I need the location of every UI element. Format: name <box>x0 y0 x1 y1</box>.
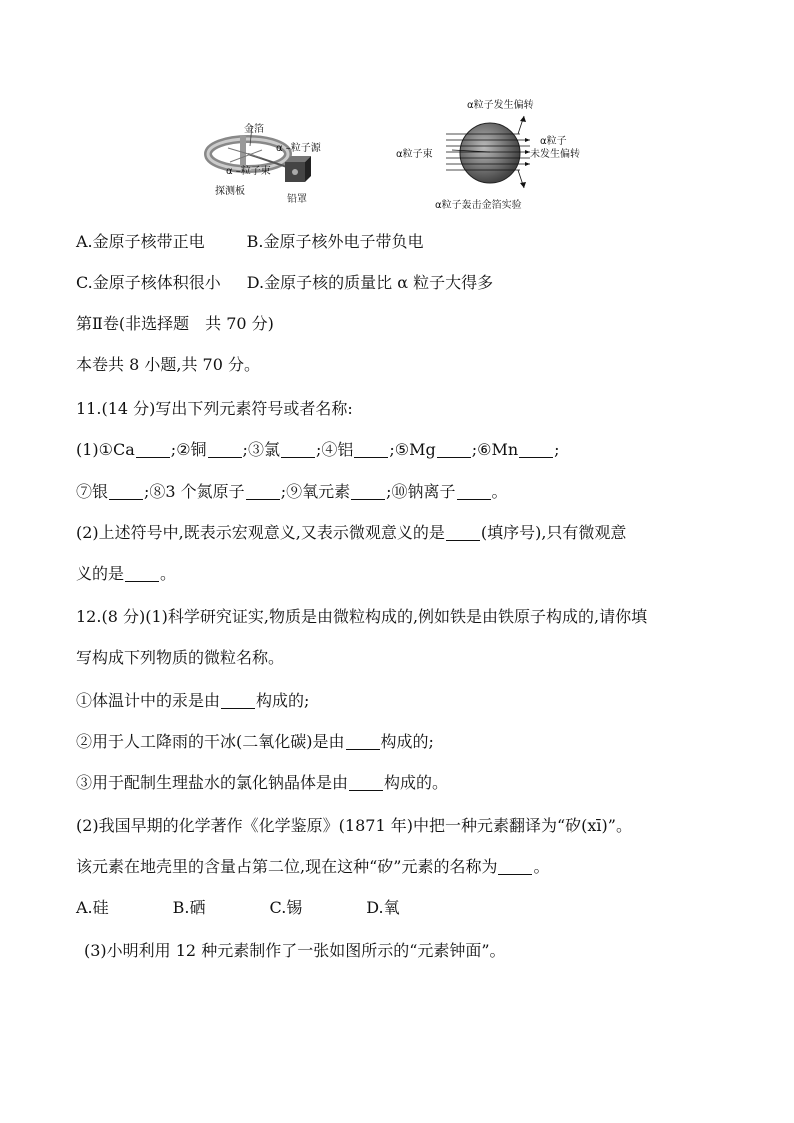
q12-item-end: 构成的; <box>256 691 310 710</box>
answer-blank <box>221 692 255 709</box>
q11-part2-line1 <box>76 522 626 544</box>
answer-blank <box>498 858 532 875</box>
q11-part2-text: (2)上述符号中,既表示宏观意义,又表示微观意义的是 <box>76 523 445 542</box>
q11-item-5: ;⑤Mg <box>389 440 436 459</box>
label-gold-foil: 金箔 <box>244 124 264 135</box>
option-d: D.金原子核的质量比 α 粒子大得多 <box>246 273 494 292</box>
part2-desc: 本卷共 8 小题,共 70 分。 <box>76 355 260 374</box>
answer-blank <box>349 774 383 791</box>
answer-blank <box>519 441 553 458</box>
figure-caption: α粒子轰击金箔实验 <box>435 200 522 211</box>
q12-part2-period: 。 <box>533 857 550 876</box>
option-b: B.金原子核外电子带负电 <box>246 232 424 251</box>
q11-part2-text-end: 义的是 <box>76 564 125 583</box>
choice-a: A.硅 <box>76 898 109 917</box>
q11-item-6: ;⑥Mn <box>471 440 519 459</box>
q12-choices <box>76 897 400 919</box>
label-deflected: α粒子发生偏转 <box>467 100 534 111</box>
answer-blank <box>351 483 385 500</box>
q11-part2-text-cont: (填序号),只有微观意 <box>480 523 627 542</box>
choice-b: B.硒 <box>172 898 206 917</box>
q12-part2-text: 该元素在地壳里的含量占第二位,现在这种“矽”元素的名称为 <box>76 857 498 876</box>
choice-d: D.氧 <box>366 898 400 917</box>
label-undeflected-1: α粒子 <box>540 136 567 147</box>
answer-blank <box>457 483 491 500</box>
label-detector: 探测板 <box>215 186 245 197</box>
option-a: A.金原子核带正电 <box>76 232 205 251</box>
options-row-1 <box>76 231 424 253</box>
label-alpha-source: α –粒子源 <box>276 143 321 154</box>
options-row-2 <box>76 272 493 294</box>
q12-part2-line2 <box>76 856 549 878</box>
q12-item-end: 构成的; <box>380 732 434 751</box>
q12-item-end: 构成的。 <box>384 773 449 792</box>
q12-item-text: ②用于人工降雨的干冰(二氧化碳)是由 <box>76 732 345 751</box>
q11-item-10: ;⑩钠离子 <box>386 482 456 501</box>
q12-item-2 <box>76 731 434 753</box>
q11-item-7: ⑦银 <box>76 482 109 501</box>
rutherford-figure <box>0 96 794 216</box>
q11-row-2 <box>76 481 508 503</box>
label-undeflected-2: 未发生偏转 <box>530 149 580 160</box>
option-c: C.金原子核体积很小 <box>76 273 221 292</box>
label-beam: α粒子束 <box>396 149 433 160</box>
q12-item-text: ③用于配制生理盐水的氯化钠晶体是由 <box>76 773 349 792</box>
q12-stem-line2: 写构成下列物质的微粒名称。 <box>76 648 285 667</box>
q11-item-4: ;④铝 <box>315 440 354 459</box>
answer-blank <box>136 441 170 458</box>
answer-blank <box>109 483 143 500</box>
q11-part2-line2 <box>76 563 176 585</box>
label-lead-box: 铅罩 <box>287 194 307 205</box>
q12-item-3 <box>76 772 448 794</box>
label-alpha-beam: α –粒子束 <box>226 166 271 177</box>
q11-item-1: (1)①Ca <box>76 440 135 459</box>
q11-item-3: ;③氯 <box>242 440 280 459</box>
answer-blank <box>281 441 315 458</box>
q12-stem-line1: 12.(8 分)(1)科学研究证实,物质是由微粒构成的,例如铁是由铁原子构成的,请你填 <box>76 607 648 626</box>
q12-part2-line1: (2)我国早期的化学著作《化学鉴原》(1871 年)中把一种元素翻译为“矽(xī)”。 <box>76 816 632 835</box>
scattering-diagram <box>446 116 530 188</box>
q12-part3: (3)小明利用 12 种元素制作了一张如图所示的“元素钟面”。 <box>84 941 506 960</box>
answer-blank <box>346 733 380 750</box>
answer-blank <box>446 524 480 541</box>
q11-row-1 <box>76 439 560 461</box>
q11-item-2: ;②铜 <box>170 440 207 459</box>
q11-row-end: ; <box>554 440 560 459</box>
q12-item-text: ①体温计中的汞是由 <box>76 691 221 710</box>
q12-item-1 <box>76 690 309 712</box>
q11-row-end: 。 <box>491 482 508 501</box>
q11-stem: 11.(14 分)写出下列元素符号或者名称: <box>76 399 353 418</box>
answer-blank <box>246 483 280 500</box>
answer-blank <box>208 441 242 458</box>
answer-blank <box>354 441 388 458</box>
answer-blank <box>437 441 471 458</box>
q11-item-8: ;⑧3 个氮原子 <box>144 482 245 501</box>
choice-c: C.锡 <box>269 898 303 917</box>
answer-blank <box>125 565 159 582</box>
q11-part2-period: 。 <box>160 564 177 583</box>
part2-title: 第Ⅱ卷(非选择题 共 70 分) <box>76 314 274 333</box>
q11-item-9: ;⑨氧元素 <box>280 482 351 501</box>
